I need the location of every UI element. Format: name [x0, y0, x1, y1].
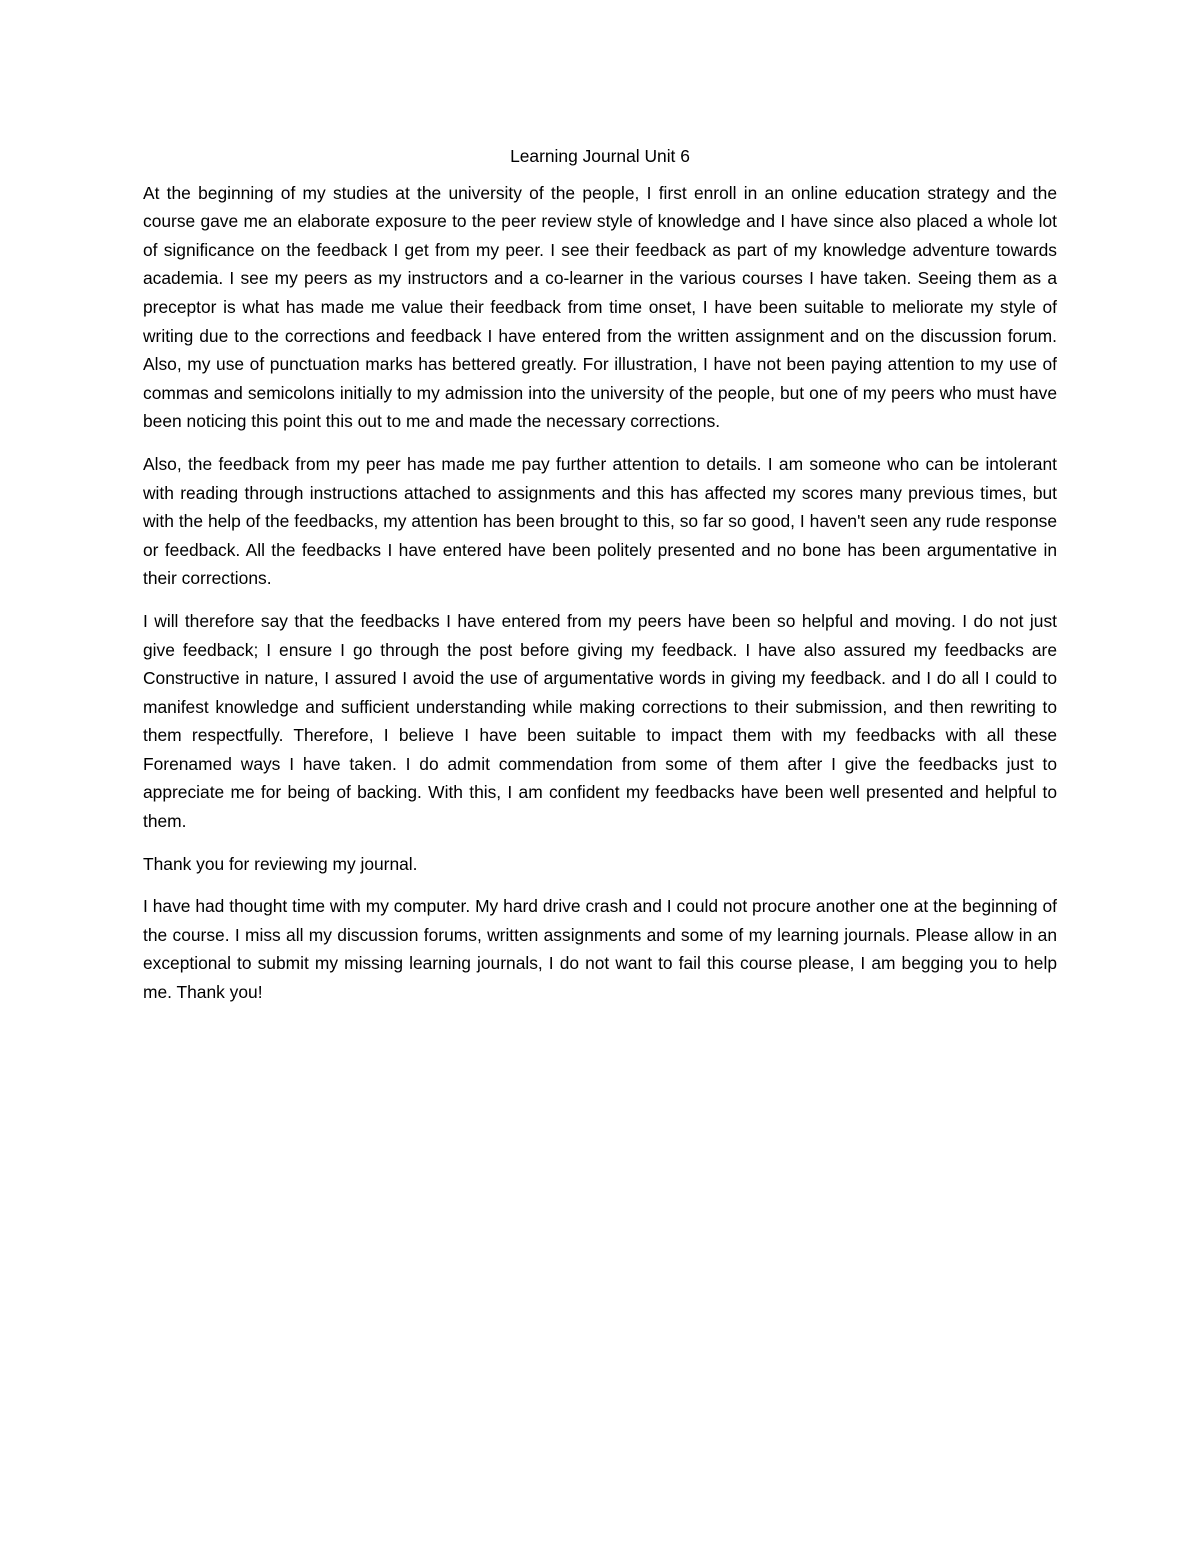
paragraph-intro: At the beginning of my studies at the university of the people, I first enroll in an online education strategy and the course gave me an elaborate exposure to the peer review style of knowledge and I have since also placed a whole lot of significance on the feedback I get from my peer. I see their feedback as part of my knowledge adventure towards academia. I see my peers as my instructors and a co-learner in the various courses I have taken. Seeing them as a preceptor is what has made me value their feedback from time onset, I have been suitable to meliorate my style of writing due to the corrections and feedback I have entered from the written assignment and on the discussion forum. Also, my use of punctuation marks has bettered greatly. For illustration, I have not been paying attention to my use of commas and semicolons initially to my admission into the university of the people, but one of my peers who must have been noticing this point this out to me and made the necessary corrections.: [143, 182, 1057, 432]
paragraph-thank-you: Thank you for reviewing my journal.: [143, 853, 418, 874]
paragraph-giving-feedback: I will therefore say that the feedbacks I have entered from my peers have been so helpful and moving. I do not just give feedback; I ensure I go through the post before giving my feedback. I have also assured my feedbacks are Constructive in nature, I assured I avoid the use of argumentative words in giving my feedback. and I do all I could to manifest knowledge and sufficient understanding while making corrections to their submission, and then rewriting to them respectfully. Therefore, I believe I have been suitable to impact them with my feedbacks with all these Forenamed ways I have taken. I do admit commendation from some of them after I give the feedbacks just to appreciate me for being of backing. With this, I am confident my feedbacks have been well presented and helpful to them.: [143, 610, 1057, 832]
document-body: [143, 142, 1057, 1021]
page-title: Learning Journal Unit 6: [510, 146, 690, 166]
paragraph-attention-to-details: Also, the feedback from my peer has made me pay further attention to details. I am someone who can be intolerant with reading through instructions attached to assignments and this has affected my scores many previous times, but with the help of the feedbacks, my attention has been brought to this, so far so good, I haven't seen any rude response or feedback. All the feedbacks I have entered have been politely presented and no bone has been argumentative in their corrections.: [143, 453, 1057, 589]
paragraph-request: I have had thought time with my computer. My hard drive crash and I could not procure another one at the beginning of the course. I miss all my discussion forums, written assignments and some of my learning journals. Please allow in an exceptional to submit my missing learning journals, I do not want to fail this course please, I am begging you to help me. Thank you!: [143, 896, 1057, 1003]
